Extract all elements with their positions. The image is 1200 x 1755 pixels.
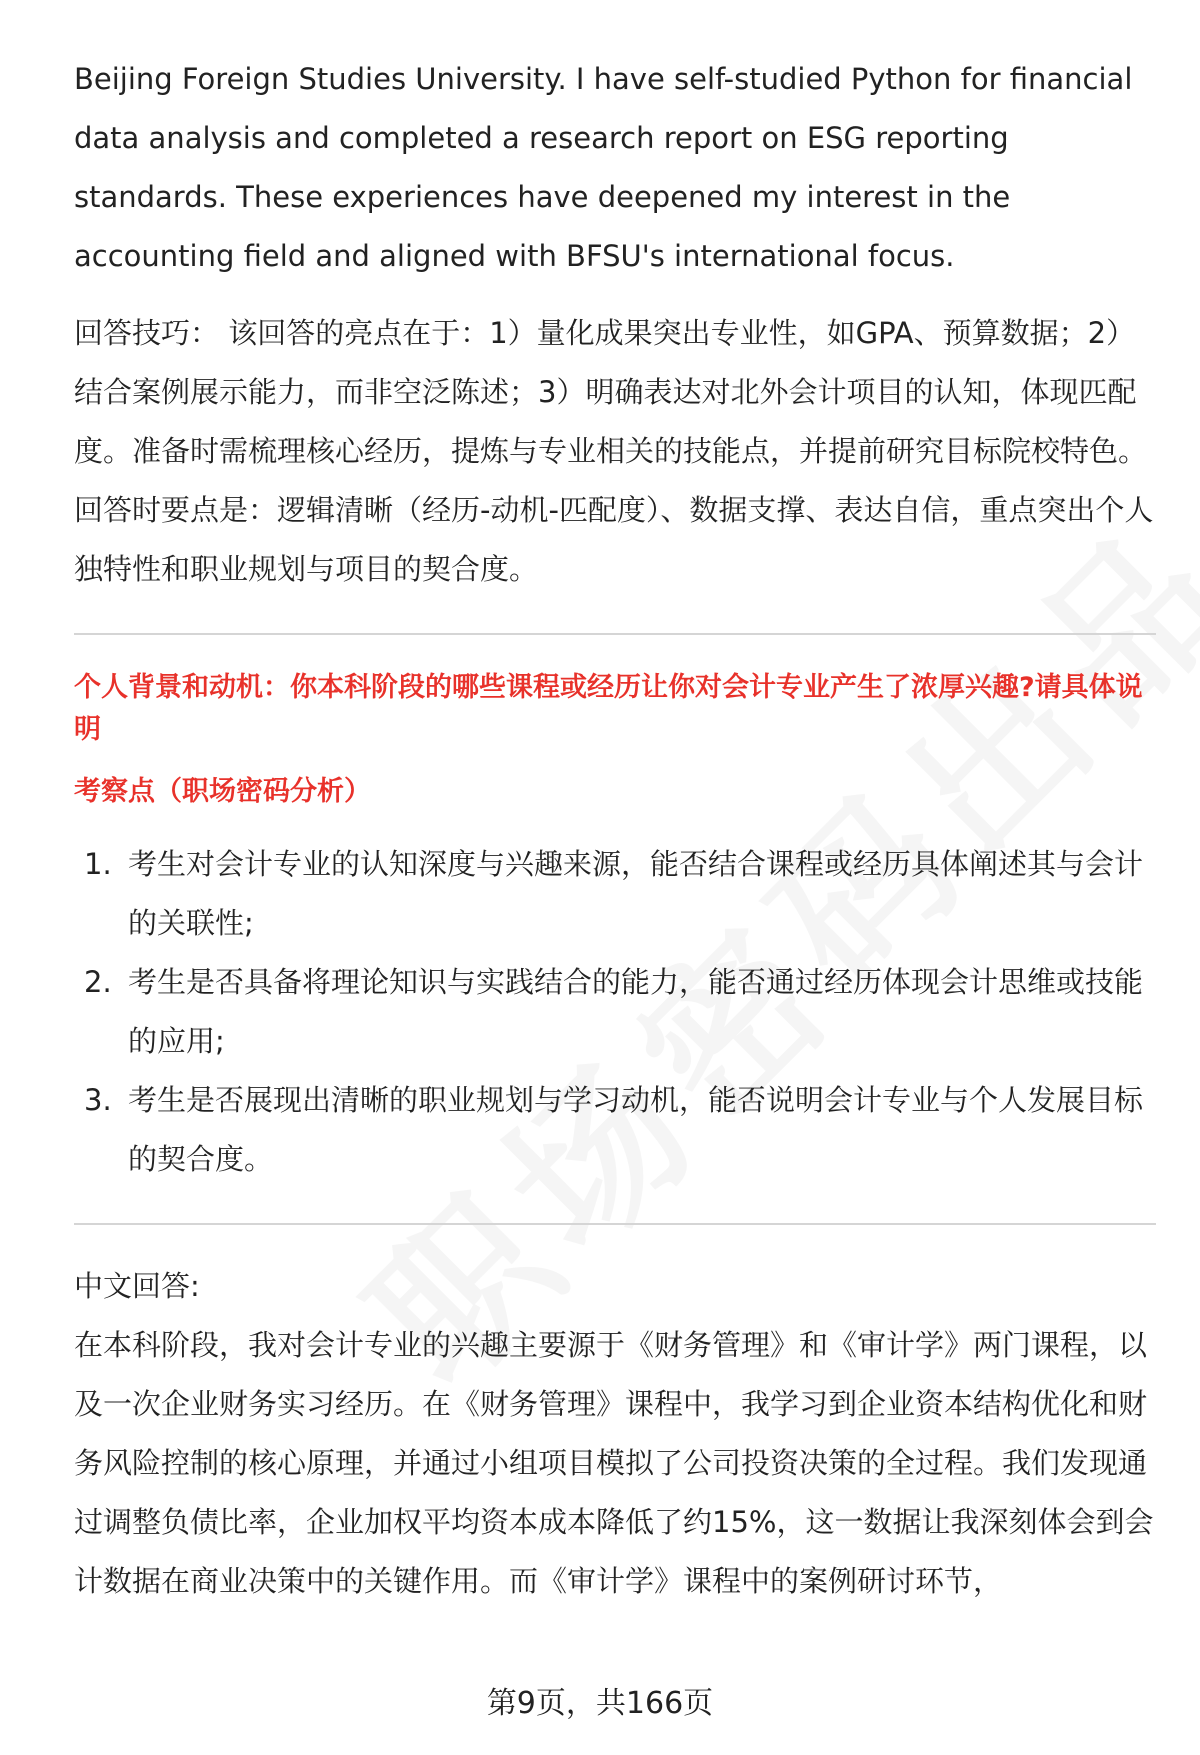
chinese-answer-paragraph: 在本科阶段，我对会计专业的兴趣主要源于《财务管理》和《审计学》两门课程，以及一次企业财务实习经历。在《财务管理》课程中，我学习到企业资本结构优化和财务风险控制的核心原理，并通过小组项目模拟了公司投资决策的全过程。我们发现通过调整负债比率，企业加权平均资本成本降低了约15%，这一数据让我深刻体会到会计数据在商业决策中的关键作用。而《审计学》课程中的案例研讨环节， xyxy=(74,1328,1154,1598)
list-item-text: 考生是否展现出清晰的职业规划与学习动机，能否说明会计专业与个人发展目标的契合度。 xyxy=(128,1083,1144,1176)
answer-tips-paragraph: 回答技巧： 该回答的亮点在于：1）量化成果突出专业性，如GPA、预算数据；2）结合案例展示能力，而非空泛陈述；3）明确表达对北外会计项目的认知，体现匹配度。准备时需梳理核心经历，提炼与专业相关的技能点，并提前研究目标院校特色。回答时要点是：逻辑清晰（经历-动机-匹配度）、数据支撑、表达自信，重点突出个人独特性和职业规划与项目的契合度。 xyxy=(74,316,1154,586)
list-item-number: 1. xyxy=(84,847,112,881)
page-number-footer: 第9页，共166页 xyxy=(486,1686,714,1721)
list-item xyxy=(74,1071,1156,1189)
document-page xyxy=(74,50,1156,1611)
chinese-answer-label: 中文回答: xyxy=(74,1269,200,1303)
english-answer-paragraph: Beijing Foreign Studies University. I have self-studied Python for financial data analysis and completed a research report on ESG reporting standards. These experiences have deepened my interest in the accounting field and aligned with BFSU's international focus. xyxy=(74,62,1133,273)
list-item-number: 3. xyxy=(84,1083,112,1117)
spacer xyxy=(74,286,1156,304)
list-item-text: 考生对会计专业的认知深度与兴趣来源，能否结合课程或经历具体阐述其与会计的关联性; xyxy=(128,847,1144,940)
list-item-number: 2. xyxy=(84,965,112,999)
section-divider xyxy=(74,633,1156,635)
focus-heading: 考察点（职场密码分析） xyxy=(74,776,371,807)
list-item xyxy=(74,835,1156,953)
list-item-text: 考生是否具备将理论知识与实践结合的能力，能否通过经历体现会计思维或技能的应用; xyxy=(128,965,1144,1058)
list-item xyxy=(74,953,1156,1071)
question-heading: 个人背景和动机：你本科阶段的哪些课程或经历让你对会计专业产生了浓厚兴趣?请具体说明 xyxy=(74,672,1143,745)
section-divider xyxy=(74,1223,1156,1225)
focus-list xyxy=(74,835,1156,1189)
